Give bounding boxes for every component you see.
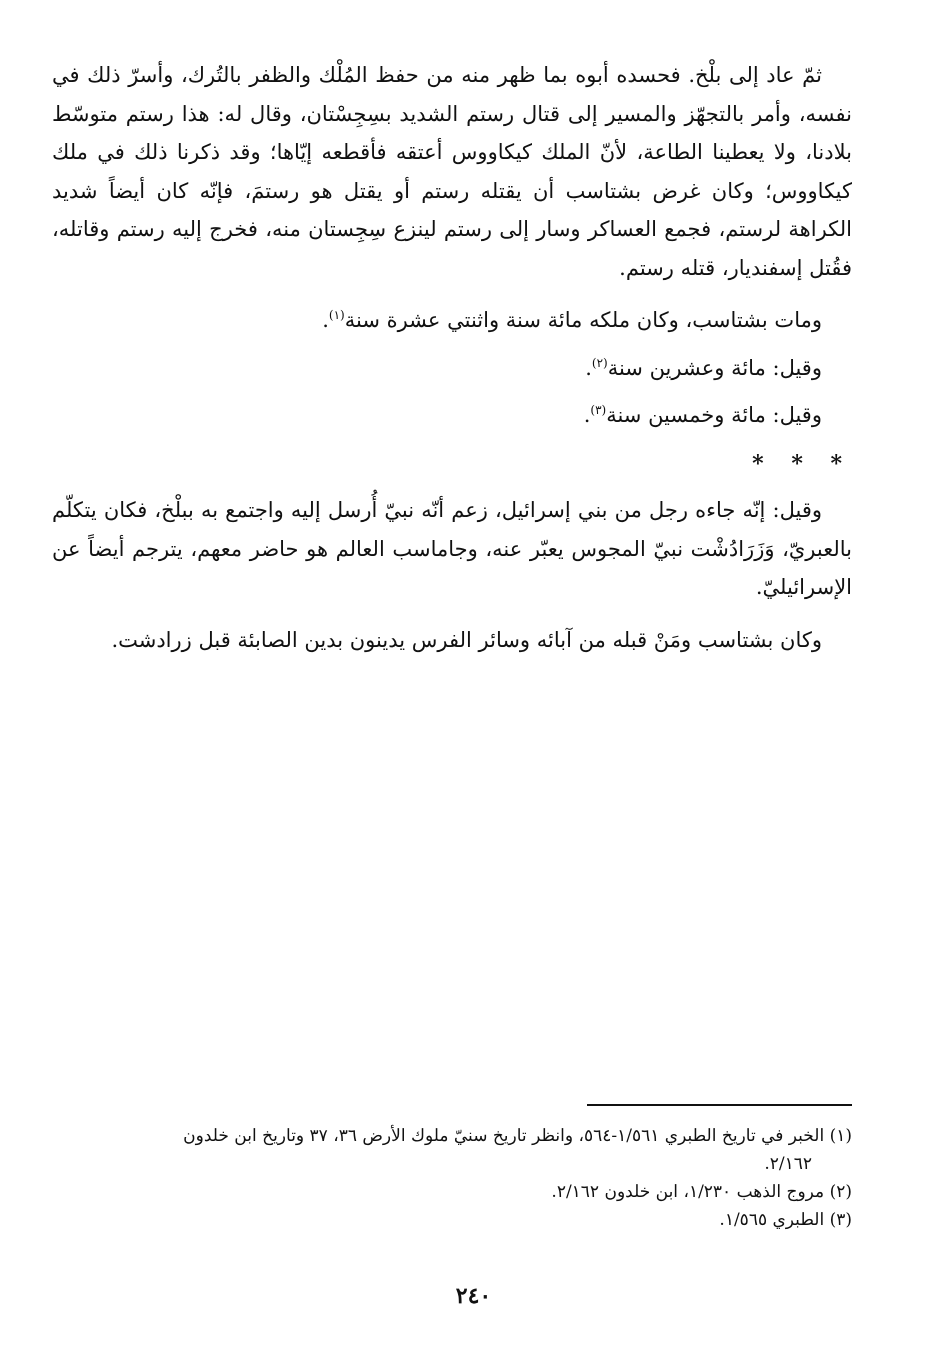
footnote-ref-1: (١): [328, 308, 345, 322]
paragraph-6: وكان بشتاسب ومَنْ قبله من آبائه وسائر الفرس يدينون بدين الصابئة قبل زرادشت.: [111, 627, 822, 652]
main-text: [52, 56, 852, 659]
footnote-2-text: مروج الذهب ١/٢٣٠، ابن خلدون ٢/١٦٢.: [551, 1182, 825, 1202]
paragraph-2: ومات بشتاسب، وكان ملكه مائة سنة واثنتي عشرة سنة$^{(١)}$.: [322, 308, 822, 332]
footnote-2: [48, 1178, 852, 1206]
footnote-1-continuation: ٢/١٦٢.: [764, 1154, 812, 1174]
section-separator: * * *: [752, 450, 852, 477]
footnote-1: [48, 1122, 852, 1150]
paragraph-1: ثمّ عاد إلى بلْخ. فحسده أبوه بما ظهر منه من حفظ المُلْك والظفر بالتُرك، وأسرّ ذلك في نفسه، وأمر بالتجهّز والمسير إلى قتال رستم الشديد بسِجِسْتان، وقال له: هذا رستم متوسّط بلادنا، ولا يعطينا الطاعة، لأنّ الملك كيكاووس أعتقه فأقطعه إيّاها؛ وقد ذكرنا ذلك في ملك كيكاووس؛ وكان غرض بشتاسب أن يقتله رستم أو يقتل هو رستمَ، فإنّه كان أيضاً شديد الكراهة لرستم، فجمع العساكر وسار إلى رستم لينزع سِجِستان منه، فخرج إليه رستم وقاتله، فقُتل إسفنديار، قتله رستم.: [52, 63, 852, 280]
footnote-2-number: (٢): [829, 1182, 852, 1202]
footnote-1-text: الخبر في تاريخ الطبري ١/٥٦١-٥٦٤، وانظر تاريخ سنيّ ملوك الأرض ٣٦، ٣٧ وتاريخ ابن خلدون: [183, 1126, 825, 1146]
paragraph-3: وقيل: مائة وعشرين سنة$^{(٢)}$.: [585, 355, 822, 380]
paragraph-4: وقيل: مائة وخمسين سنة$^{(٣)}$.: [583, 403, 822, 427]
footnote-3: [48, 1206, 852, 1234]
footnote-3-text: الطبري ١/٥٦٥.: [719, 1210, 825, 1230]
paragraph-4-text: وقيل: مائة وخمسين سنة: [606, 403, 822, 427]
paragraph-5: وقيل: إنّه جاءه رجل من بني إسرائيل، زعم أنّه نبيّ أُرسل إليه واجتمع به ببلْخ، فكان يتكلّم بالعبريّ، وَزَرَادُشْت نبيّ المجوس يعبّر عنه، وجاماسب العالم هو حاضر معهم، يترجم أيضاً عن الإسرائيليّ.: [52, 498, 852, 599]
paragraph-2-text: ومات بشتاسب، وكان ملكه مائة سنة واثنتي عشرة سنة: [344, 308, 822, 332]
footnote-divider: [587, 1104, 852, 1106]
footnote-3-number: (٣): [829, 1210, 852, 1230]
footnote-ref-2: (٢): [591, 355, 608, 370]
page-number: ٢٤٠: [455, 1283, 492, 1309]
footnote-ref-3: (٣): [590, 403, 607, 417]
paragraph-3-text: وقيل: مائة وعشرين سنة: [607, 355, 822, 380]
footnotes: [48, 1122, 852, 1234]
footnote-1-number: (١): [829, 1126, 852, 1146]
